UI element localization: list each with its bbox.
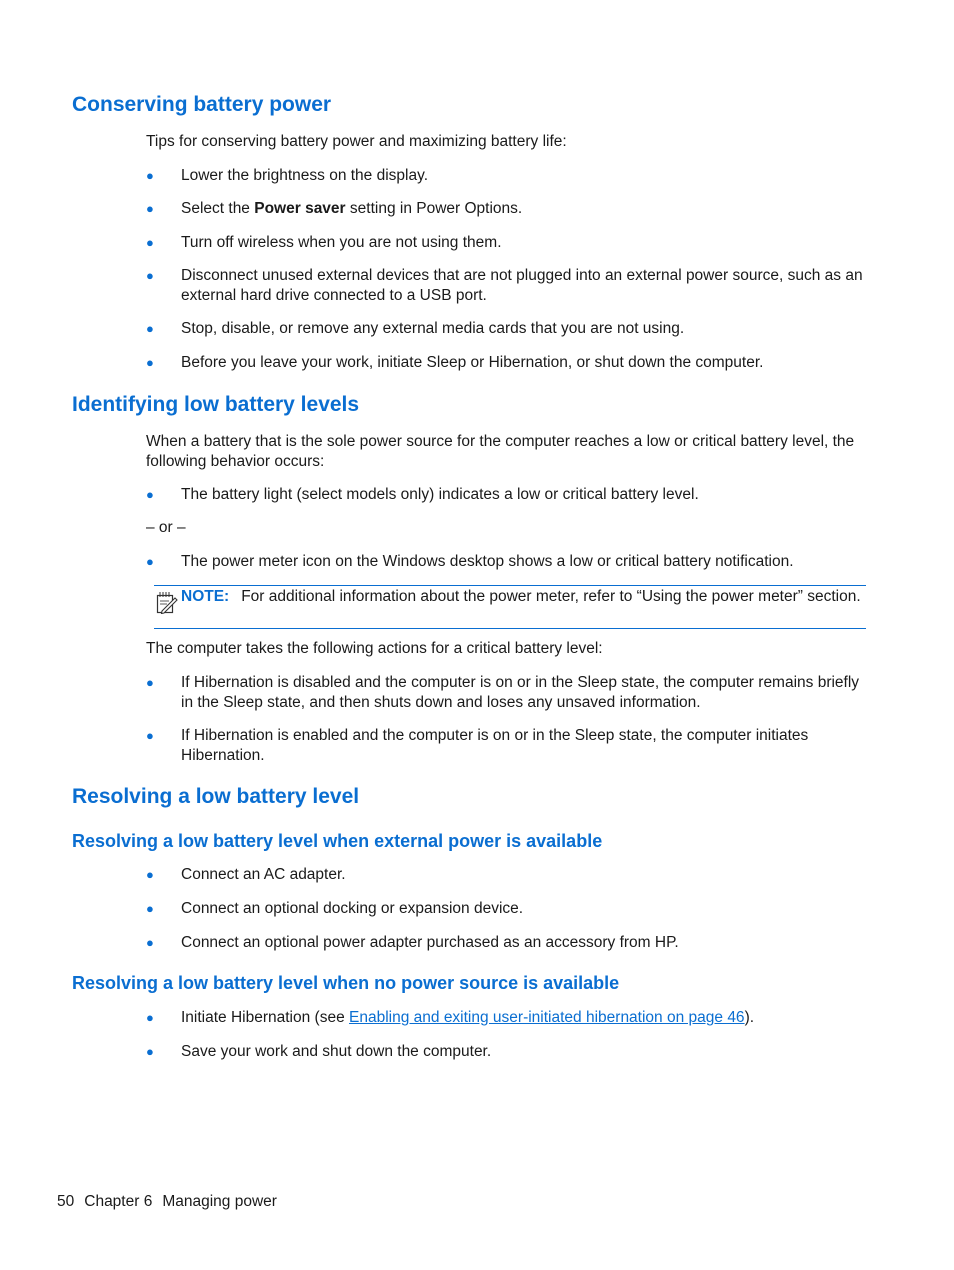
chapter-label: Chapter 6 [84, 1193, 153, 1210]
list-item: ● Connect an optional docking or expansion device. [146, 900, 524, 917]
list-item: ● The battery light (select models only) indicates a low or critical battery level. [146, 486, 699, 503]
bullet-dot-icon: ● [146, 1010, 154, 1025]
heading-resolving-low-battery-level: Resolving a low battery level [72, 785, 360, 808]
bullet-dot-icon: ● [146, 487, 154, 502]
list-item: ● Disconnect unused external devices that are not plugged into an external power source, such as an external hard drive connected to a USB port. [146, 267, 863, 304]
bullet-dot-icon: ● [146, 268, 154, 283]
list-item: ● Before you leave your work, initiate Sleep or Hibernation, or shut down the computer. [146, 354, 764, 371]
list-item: ● Save your work and shut down the computer. [146, 1043, 492, 1060]
or-separator: – or – [146, 519, 186, 536]
note-text: For additional information about the power meter, refer to “Using the power meter” section. [241, 588, 861, 605]
list-item: ● Stop, disable, or remove any external media cards that you are not using. [146, 320, 685, 337]
hibernation-page-link[interactable]: Enabling and exiting user-initiated hibernation on page 46 [349, 1009, 745, 1026]
power-saver-term: Power saver [254, 200, 346, 217]
bullet-dot-icon: ● [146, 235, 154, 250]
bullet-dot-icon: ● [146, 201, 154, 216]
list-item: ● If Hibernation is enabled and the computer is on or in the Sleep state, the computer initiates Hibernation. [146, 727, 809, 764]
heading-identifying-low-battery-levels: Identifying low battery levels [72, 393, 360, 416]
bullet-dot-icon: ● [146, 321, 154, 336]
bullet-dot-icon: ● [146, 901, 154, 916]
bullet-dot-icon: ● [146, 355, 154, 370]
chapter-title: Managing power [162, 1193, 277, 1210]
heading-external-power-available: Resolving a low battery level when external power is available [72, 831, 603, 851]
bullet-dot-icon: ● [146, 1044, 154, 1059]
list-item: ● Select the Power saver setting in Power Options. [146, 200, 523, 217]
note-label: NOTE: [181, 588, 230, 605]
list-item: ● Turn off wireless when you are not using them. [146, 234, 502, 251]
list-item: ● Connect an optional power adapter purchased as an accessory from HP. [146, 934, 679, 951]
list-item: ● Connect an AC adapter. [146, 866, 346, 883]
list-item: ● If Hibernation is disabled and the computer is on or in the Sleep state, the computer remains briefly in the Sleep state, and then shuts down and loses any unsaved information. [146, 674, 860, 711]
note-pencil-icon [156, 590, 178, 619]
heading-conserving-battery-power: Conserving battery power [72, 93, 332, 116]
note-box [154, 585, 866, 629]
bullet-dot-icon: ● [146, 867, 154, 882]
page-footer [57, 1192, 293, 1212]
conserving-intro: Tips for conserving battery power and maximizing battery life: [146, 133, 567, 150]
bullet-dot-icon: ● [146, 168, 154, 183]
identifying-intro: When a battery that is the sole power source for the computer reaches a low or critical battery level, the following behavior occurs: [146, 433, 855, 470]
list-item: ● Initiate Hibernation (see Enabling and exiting user-initiated hibernation on page 46). [146, 1009, 755, 1026]
critical-intro: The computer takes the following actions for a critical battery level: [146, 640, 603, 657]
list-item: ● The power meter icon on the Windows desktop shows a low or critical battery notification. [146, 553, 794, 570]
bullet-dot-icon: ● [146, 728, 154, 743]
bullet-dot-icon: ● [146, 935, 154, 950]
heading-no-power-source-available: Resolving a low battery level when no power source is available [72, 973, 620, 993]
list-item: ● Lower the brightness on the display. [146, 167, 429, 184]
bullet-dot-icon: ● [146, 554, 154, 569]
page-number: 50 [57, 1193, 75, 1210]
bullet-dot-icon: ● [146, 675, 154, 690]
